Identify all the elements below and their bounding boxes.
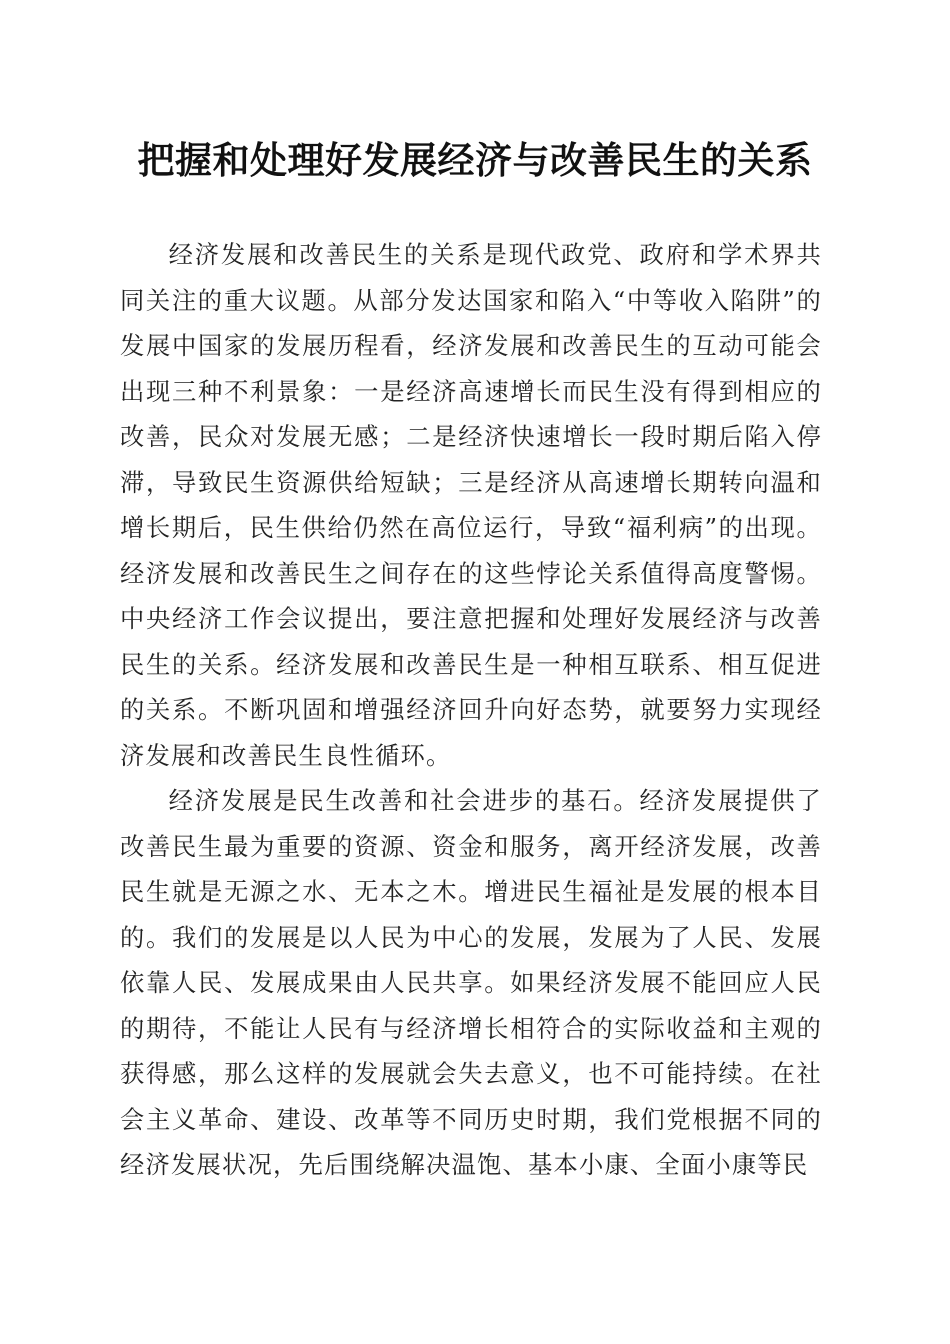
paragraph-2: 经济发展是民生改善和社会进步的基石。经济发展提供了改善民生最为重要的资源、资金和服务，离开经济发展，改善民生就是无源之水、无本之木。增进民生福祉是发展的根本目的。我们的发展是以人民为中心的发展，发展为了人民、发展依靠人民、发展成果由人民共享。如果经济发展不能回应人民的期待，不能让人民有与经济增长相符合的实际收益和主观的获得感，那么这样的发展就会失去意义，也不可能持续。在社会主义革命、建设、改革等不同历史时期，我们党根据不同的经济发展状况，先后围绕解决温饱、基本小康、全面小康等民 [120,786,822,1179]
document-title: 把握和处理好发展经济与改善民生的关系 [137,138,813,182]
paragraph-1: 经济发展和改善民生的关系是现代政党、政府和学术界共同关注的重大议题。从部分发达国家和陷入“中等收入陷阱”的发展中国家的发展历程看，经济发展和改善民生的互动可能会出现三种不利景象：一是经济高速增长而民生没有得到相应的改善，民众对发展无感；二是经济快速增长一段时期后陷入停滞，导致民生资源供给短缺；三是经济从高速增长期转向温和增长期后，民生供给仍然在高位运行，导致“福利病”的出现。经济发展和改善民生之间存在的这些悖论关系值得高度警惕。中央经济工作会议提出，要注意把握和处理好发展经济与改善民生的关系。经济发展和改善民生是一种相互联系、相互促进的关系。不断巩固和增强经济回升向好态势，就要努力实现经济发展和改善民生良性循环。 [120,240,822,770]
document-body [120,232,822,1188]
